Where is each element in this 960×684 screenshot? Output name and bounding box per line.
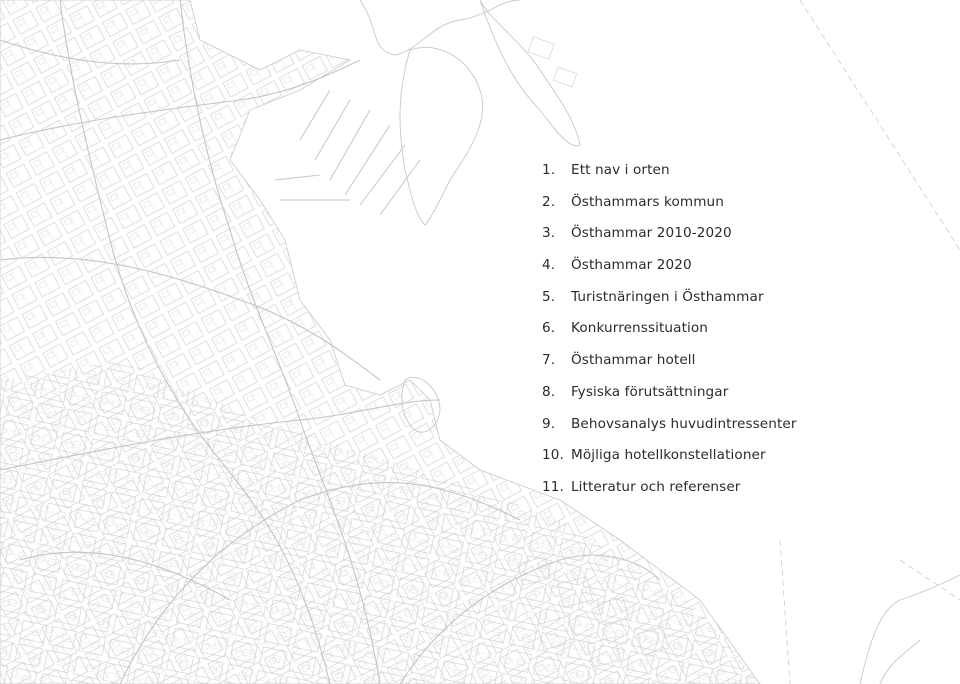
toc-item-number: 10. xyxy=(542,447,564,464)
toc-item-number: 2. xyxy=(542,193,556,210)
table-of-contents xyxy=(542,158,942,507)
toc-item[interactable] xyxy=(542,158,942,190)
toc-item-label: Östhammar 2020 xyxy=(571,257,692,274)
toc-item-label: Östhammar 2010-2020 xyxy=(571,225,732,242)
toc-item-label: Möjliga hotellkonstellationer xyxy=(571,447,766,464)
toc-item-number: 5. xyxy=(542,288,556,305)
toc-item[interactable] xyxy=(542,475,942,507)
toc-item-number: 4. xyxy=(542,257,556,274)
toc-item-number: 11. xyxy=(542,478,564,495)
toc-item-label: Fysiska förutsättningar xyxy=(571,383,729,400)
toc-item[interactable] xyxy=(542,348,942,380)
toc-item-number: 1. xyxy=(542,162,556,178)
toc-item-number: 3. xyxy=(542,225,556,242)
toc-item-label: Turistnäringen i Östhammar xyxy=(571,288,764,305)
toc-item-number: 7. xyxy=(542,352,556,369)
toc-item[interactable] xyxy=(542,316,942,348)
toc-item[interactable] xyxy=(542,190,942,222)
toc-item[interactable] xyxy=(542,253,942,285)
toc-item-label: Östhammar hotell xyxy=(571,352,696,369)
toc-item-label: Östhammars kommun xyxy=(571,193,724,210)
toc-item-label: Konkurrenssituation xyxy=(571,320,709,337)
map-harbour-piers xyxy=(275,90,420,215)
toc-item-label: Ett nav i orten xyxy=(571,162,670,178)
toc-item-number: 8. xyxy=(542,383,556,400)
toc-item[interactable] xyxy=(542,443,942,475)
toc-item-number: 6. xyxy=(542,320,556,337)
toc-item[interactable] xyxy=(542,285,942,317)
toc-item[interactable] xyxy=(542,380,942,412)
toc-item[interactable] xyxy=(542,412,942,444)
toc-item-number: 9. xyxy=(542,415,556,432)
toc-item-label: Litteratur och referenser xyxy=(571,478,741,495)
toc-item-label: Behovsanalys huvudintressenter xyxy=(571,415,797,432)
toc-item[interactable] xyxy=(542,221,942,253)
